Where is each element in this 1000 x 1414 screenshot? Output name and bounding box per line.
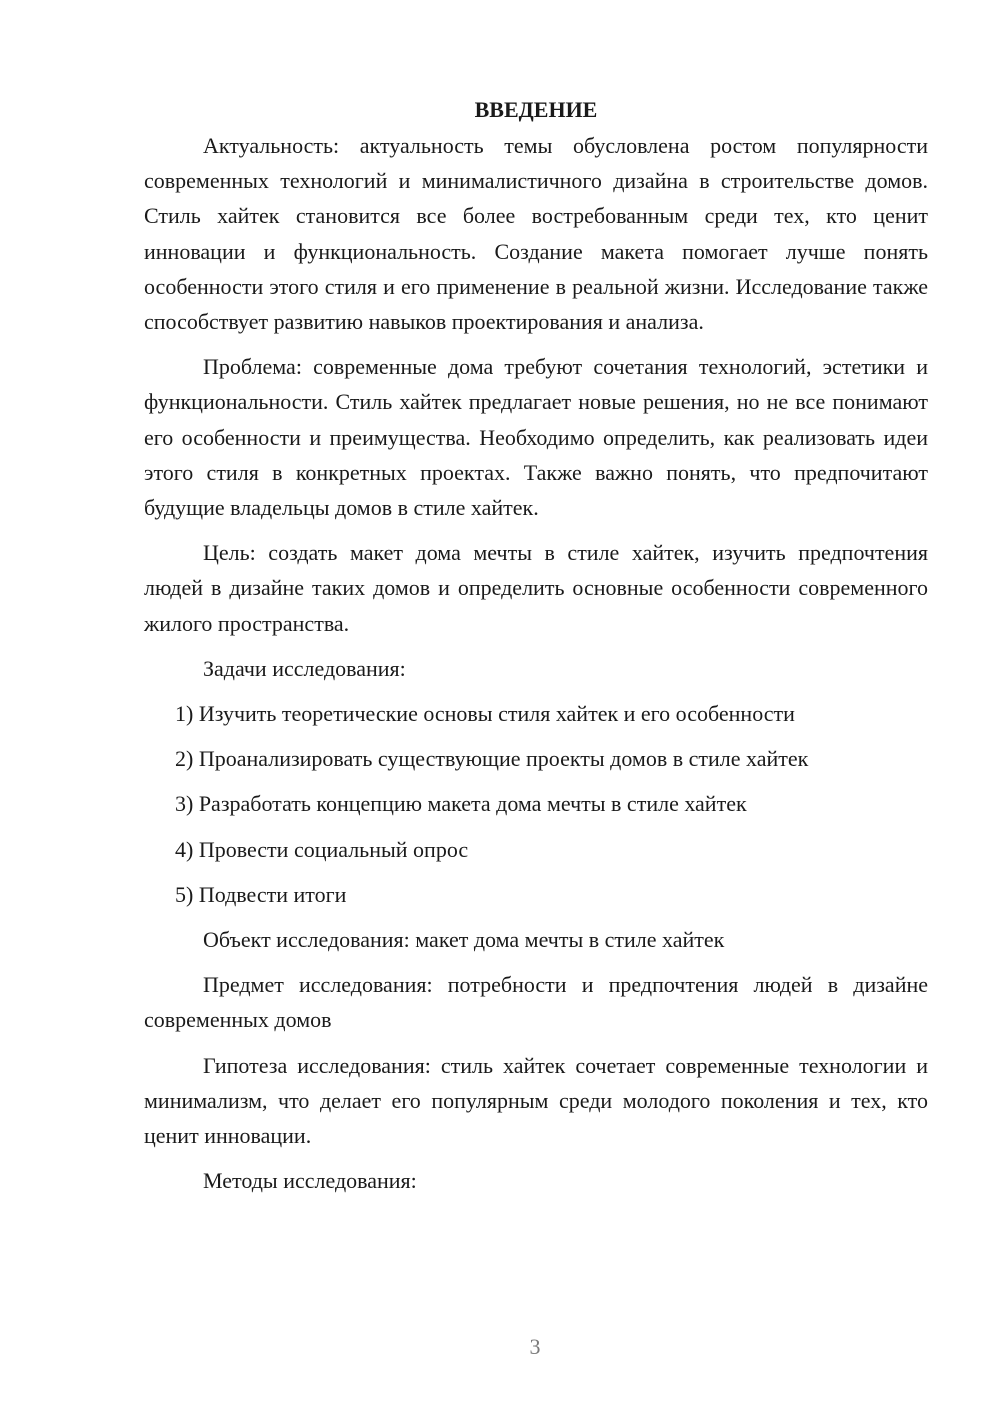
problem-paragraph: Проблема: современные дома требуют сочетания технологий, эстетики и функциональности. Стиль хайтек предлагает новые решения, но не все понимают его особенности и преимущества. Необходимо определить, как реализовать идеи этого стиля в конкретных проектах. Также важно понять, что предпочитают будущие владельцы домов в стиле хайтек. bbox=[144, 354, 928, 521]
goal-paragraph: Цель: создать макет дома мечты в стиле хайтек, изучить предпочтения людей в дизайне таких домов и определить основные особенности современного жилого пространства. bbox=[144, 540, 928, 636]
tasks-heading: Задачи исследования: bbox=[203, 655, 406, 681]
task-item: 4) Провести социальный опрос bbox=[175, 836, 469, 862]
task-item: 3) Разработать концепцию макета дома мечты в стиле хайтек bbox=[175, 791, 747, 817]
subject-paragraph: Предмет исследования: потребности и предпочтения людей в дизайне современных домов bbox=[144, 972, 928, 1033]
document-page bbox=[144, 92, 928, 1208]
relevance-paragraph: Актуальность: актуальность темы обусловлена ростом популярности современных технологий и минималистичного дизайна в строительстве домов. Стиль хайтек становится все более востребованным среди тех, кто ценит инновации и функциональность. Создание макета помогает лучше понять особенности этого стиля и его применение в реальной жизни. Исследование также способствует развитию навыков проектирования и анализа. bbox=[144, 133, 928, 335]
task-item: 1) Изучить теоретические основы стиля хайтек и его особенности bbox=[175, 701, 795, 727]
task-item: 5) Подвести итоги bbox=[175, 881, 347, 907]
page-number: 3 bbox=[529, 1334, 541, 1359]
object-paragraph: Объект исследования: макет дома мечты в стиле хайтек bbox=[203, 927, 725, 953]
task-item: 2) Проанализировать существующие проекты домов в стиле хайтек bbox=[175, 746, 809, 772]
page-title: ВВЕДЕНИЕ bbox=[474, 97, 598, 122]
hypothesis-paragraph: Гипотеза исследования: стиль хайтек сочетает современные технологии и минимализм, что делает его популярным среди молодого поколения и тех, кто ценит инновации. bbox=[144, 1052, 928, 1149]
methods-heading: Методы исследования: bbox=[203, 1168, 417, 1194]
tasks-list bbox=[144, 696, 928, 912]
